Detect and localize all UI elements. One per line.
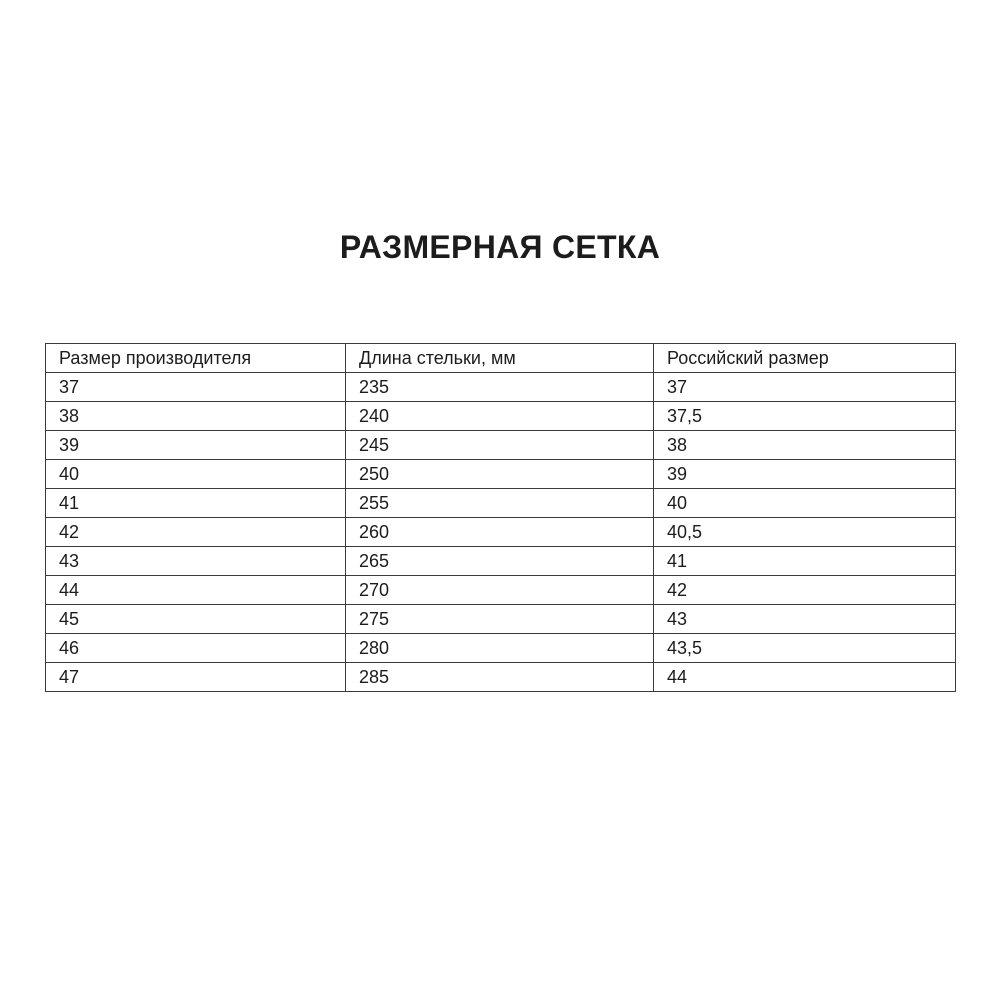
size-chart-body: [46, 373, 956, 692]
table-row: [46, 605, 956, 634]
size-chart-header: [46, 344, 956, 373]
table-row: [46, 547, 956, 576]
cell-manufacturer-size: 45: [46, 605, 346, 634]
cell-insole-length: 275: [346, 605, 654, 634]
cell-russian-size: 39: [654, 460, 956, 489]
cell-manufacturer-size: 41: [46, 489, 346, 518]
cell-insole-length: 270: [346, 576, 654, 605]
cell-russian-size: 41: [654, 547, 956, 576]
cell-russian-size: 44: [654, 663, 956, 692]
table-row: [46, 576, 956, 605]
column-header-insole-length: Длина стельки, мм: [346, 344, 654, 373]
cell-manufacturer-size: 43: [46, 547, 346, 576]
cell-russian-size: 43,5: [654, 634, 956, 663]
table-row: [46, 634, 956, 663]
size-chart-table: [45, 343, 956, 692]
cell-russian-size: 40: [654, 489, 956, 518]
cell-insole-length: 255: [346, 489, 654, 518]
cell-insole-length: 245: [346, 431, 654, 460]
cell-insole-length: 265: [346, 547, 654, 576]
page-title: РАЗМЕРНАЯ СЕТКА: [339, 229, 661, 265]
cell-manufacturer-size: 46: [46, 634, 346, 663]
table-row: [46, 431, 956, 460]
cell-insole-length: 235: [346, 373, 654, 402]
table-row: [46, 460, 956, 489]
table-row: [46, 402, 956, 431]
cell-manufacturer-size: 42: [46, 518, 346, 547]
cell-insole-length: 240: [346, 402, 654, 431]
cell-russian-size: 38: [654, 431, 956, 460]
cell-manufacturer-size: 44: [46, 576, 346, 605]
cell-manufacturer-size: 37: [46, 373, 346, 402]
cell-insole-length: 280: [346, 634, 654, 663]
cell-manufacturer-size: 47: [46, 663, 346, 692]
cell-russian-size: 37,5: [654, 402, 956, 431]
table-row: [46, 663, 956, 692]
cell-manufacturer-size: 40: [46, 460, 346, 489]
cell-insole-length: 260: [346, 518, 654, 547]
table-row: [46, 489, 956, 518]
cell-insole-length: 250: [346, 460, 654, 489]
cell-manufacturer-size: 38: [46, 402, 346, 431]
cell-manufacturer-size: 39: [46, 431, 346, 460]
cell-insole-length: 285: [346, 663, 654, 692]
cell-russian-size: 43: [654, 605, 956, 634]
table-row: [46, 373, 956, 402]
cell-russian-size: 42: [654, 576, 956, 605]
table-row: [46, 518, 956, 547]
table-header-row: [46, 344, 956, 373]
column-header-manufacturer-size: Размер производителя: [46, 344, 346, 373]
column-header-russian-size: Российский размер: [654, 344, 956, 373]
cell-russian-size: 40,5: [654, 518, 956, 547]
cell-russian-size: 37: [654, 373, 956, 402]
